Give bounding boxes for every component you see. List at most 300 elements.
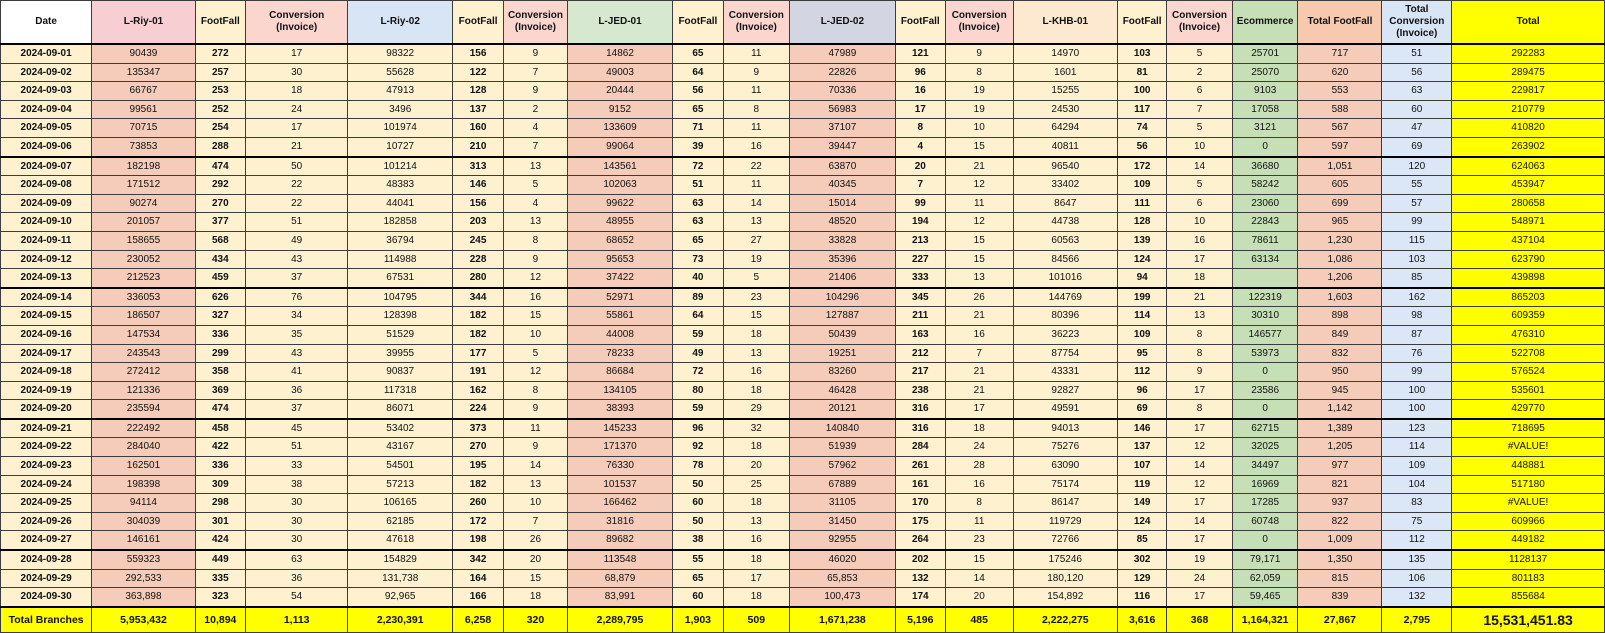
- jed01-footfall-cell[interactable]: 60: [673, 588, 723, 607]
- jed02-value-cell[interactable]: 47989: [790, 44, 896, 63]
- jed01-value-cell[interactable]: 49003: [567, 63, 673, 82]
- jed02-footfall-cell[interactable]: 16: [895, 82, 945, 101]
- riy02-footfall-cell[interactable]: 182: [452, 475, 503, 494]
- riy02-footfall-cell[interactable]: 182: [452, 307, 503, 326]
- header-cell[interactable]: FootFall: [452, 1, 503, 45]
- jed01-footfall-cell[interactable]: 63: [673, 213, 723, 232]
- jed02-footfall-cell[interactable]: 227: [895, 250, 945, 269]
- jed02-value-cell[interactable]: 51939: [790, 438, 896, 457]
- khb01-footfall-cell[interactable]: 96: [1118, 381, 1167, 400]
- total-footfall-cell[interactable]: 567: [1298, 119, 1382, 138]
- riy02-value-cell[interactable]: 182858: [348, 213, 453, 232]
- riy02-value-cell[interactable]: 101974: [348, 119, 453, 138]
- total-footfall-cell[interactable]: 1,230: [1298, 231, 1382, 250]
- jed01-footfall-cell[interactable]: 64: [673, 63, 723, 82]
- riy01-value-cell[interactable]: 212523: [92, 269, 196, 288]
- khb01-footfall-cell[interactable]: 129: [1118, 569, 1167, 588]
- riy01-value-cell[interactable]: 146161: [92, 531, 196, 550]
- header-cell[interactable]: FootFall: [673, 1, 723, 45]
- jed01-value-cell[interactable]: 38393: [567, 400, 673, 419]
- riy02-footfall-cell[interactable]: 210: [452, 137, 503, 156]
- date-cell[interactable]: 2024-09-22: [1, 438, 92, 457]
- jed02-conversion-cell[interactable]: 20: [945, 588, 1013, 607]
- jed02-value-cell[interactable]: 48520: [790, 213, 896, 232]
- total-cell[interactable]: 718695: [1452, 419, 1605, 438]
- date-cell[interactable]: 2024-09-13: [1, 269, 92, 288]
- khb01-value-cell[interactable]: 72766: [1013, 531, 1118, 550]
- riy01-conversion-cell[interactable]: 21: [245, 137, 347, 156]
- date-cell[interactable]: 2024-09-20: [1, 400, 92, 419]
- jed01-conversion-cell[interactable]: 18: [723, 494, 790, 513]
- date-cell[interactable]: 2024-09-01: [1, 44, 92, 63]
- jed01-conversion-cell[interactable]: 17: [723, 569, 790, 588]
- khb01-conversion-cell[interactable]: 14: [1167, 157, 1233, 176]
- khb01-conversion-cell[interactable]: 17: [1167, 588, 1233, 607]
- jed02-conversion-cell[interactable]: 13: [945, 269, 1013, 288]
- jed01-conversion-cell[interactable]: 18: [723, 550, 790, 569]
- khb01-footfall-cell[interactable]: 103: [1118, 44, 1167, 63]
- riy01-footfall-cell[interactable]: 626: [195, 288, 245, 307]
- jed02-conversion-cell[interactable]: 17: [945, 400, 1013, 419]
- riy01-conversion-cell[interactable]: 36: [245, 569, 347, 588]
- totals-cell[interactable]: 320: [504, 607, 568, 633]
- jed01-value-cell[interactable]: 102063: [567, 176, 673, 195]
- riy01-value-cell[interactable]: 235594: [92, 400, 196, 419]
- jed01-footfall-cell[interactable]: 51: [673, 176, 723, 195]
- jed01-conversion-cell[interactable]: 9: [723, 63, 790, 82]
- riy02-value-cell[interactable]: 10727: [348, 137, 453, 156]
- date-cell[interactable]: 2024-09-19: [1, 381, 92, 400]
- riy01-value-cell[interactable]: 147534: [92, 325, 196, 344]
- riy01-value-cell[interactable]: 292,533: [92, 569, 196, 588]
- khb01-footfall-cell[interactable]: 146: [1118, 419, 1167, 438]
- jed01-conversion-cell[interactable]: 11: [723, 44, 790, 63]
- riy01-conversion-cell[interactable]: 49: [245, 231, 347, 250]
- riy02-value-cell[interactable]: 36794: [348, 231, 453, 250]
- total-conversion-cell[interactable]: 76: [1382, 344, 1452, 363]
- total-conversion-cell[interactable]: 135: [1382, 550, 1452, 569]
- riy01-footfall-cell[interactable]: 335: [195, 569, 245, 588]
- riy02-value-cell[interactable]: 104795: [348, 288, 453, 307]
- riy02-conversion-cell[interactable]: 8: [504, 231, 568, 250]
- riy01-value-cell[interactable]: 336053: [92, 288, 196, 307]
- jed01-conversion-cell[interactable]: 18: [723, 588, 790, 607]
- jed02-footfall-cell[interactable]: 8: [895, 119, 945, 138]
- riy02-value-cell[interactable]: 39955: [348, 344, 453, 363]
- total-footfall-cell[interactable]: 597: [1298, 137, 1382, 156]
- jed02-conversion-cell[interactable]: 21: [945, 363, 1013, 382]
- jed02-conversion-cell[interactable]: 28: [945, 457, 1013, 476]
- riy02-conversion-cell[interactable]: 16: [504, 288, 568, 307]
- jed01-value-cell[interactable]: 48955: [567, 213, 673, 232]
- jed01-footfall-cell[interactable]: 40: [673, 269, 723, 288]
- total-footfall-cell[interactable]: 1,603: [1298, 288, 1382, 307]
- khb01-value-cell[interactable]: 75276: [1013, 438, 1118, 457]
- jed01-footfall-cell[interactable]: 89: [673, 288, 723, 307]
- khb01-conversion-cell[interactable]: 5: [1167, 44, 1233, 63]
- jed01-footfall-cell[interactable]: 49: [673, 344, 723, 363]
- jed02-footfall-cell[interactable]: 345: [895, 288, 945, 307]
- jed02-footfall-cell[interactable]: 121: [895, 44, 945, 63]
- totals-cell[interactable]: 2,230,391: [348, 607, 453, 633]
- jed01-footfall-cell[interactable]: 65: [673, 231, 723, 250]
- khb01-conversion-cell[interactable]: 2: [1167, 63, 1233, 82]
- jed02-conversion-cell[interactable]: 11: [945, 512, 1013, 531]
- jed02-value-cell[interactable]: 46428: [790, 381, 896, 400]
- riy01-conversion-cell[interactable]: 34: [245, 307, 347, 326]
- riy02-footfall-cell[interactable]: 166: [452, 588, 503, 607]
- khb01-value-cell[interactable]: 33402: [1013, 176, 1118, 195]
- riy02-conversion-cell[interactable]: 15: [504, 569, 568, 588]
- khb01-conversion-cell[interactable]: 8: [1167, 325, 1233, 344]
- total-cell[interactable]: 576524: [1452, 363, 1605, 382]
- riy02-conversion-cell[interactable]: 7: [504, 512, 568, 531]
- riy01-footfall-cell[interactable]: 253: [195, 82, 245, 101]
- total-conversion-cell[interactable]: 57: [1382, 194, 1452, 213]
- riy02-footfall-cell[interactable]: 245: [452, 231, 503, 250]
- riy01-footfall-cell[interactable]: 568: [195, 231, 245, 250]
- totals-cell[interactable]: 5,196: [895, 607, 945, 633]
- jed02-footfall-cell[interactable]: 316: [895, 400, 945, 419]
- totals-cell[interactable]: 27,867: [1298, 607, 1382, 633]
- riy02-footfall-cell[interactable]: 228: [452, 250, 503, 269]
- date-cell[interactable]: 2024-09-16: [1, 325, 92, 344]
- riy02-conversion-cell[interactable]: 13: [504, 213, 568, 232]
- total-footfall-cell[interactable]: 553: [1298, 82, 1382, 101]
- riy01-conversion-cell[interactable]: 17: [245, 119, 347, 138]
- khb01-value-cell[interactable]: 96540: [1013, 157, 1118, 176]
- total-conversion-cell[interactable]: 99: [1382, 363, 1452, 382]
- riy02-conversion-cell[interactable]: 5: [504, 176, 568, 195]
- jed02-value-cell[interactable]: 63870: [790, 157, 896, 176]
- jed02-value-cell[interactable]: 15014: [790, 194, 896, 213]
- header-cell[interactable]: L-Riy-01: [92, 1, 196, 45]
- khb01-footfall-cell[interactable]: 95: [1118, 344, 1167, 363]
- total-conversion-cell[interactable]: 55: [1382, 176, 1452, 195]
- khb01-value-cell[interactable]: 60563: [1013, 231, 1118, 250]
- total-cell[interactable]: 449182: [1452, 531, 1605, 550]
- jed01-conversion-cell[interactable]: 29: [723, 400, 790, 419]
- total-footfall-cell[interactable]: 1,205: [1298, 438, 1382, 457]
- riy02-footfall-cell[interactable]: 195: [452, 457, 503, 476]
- jed02-conversion-cell[interactable]: 26: [945, 288, 1013, 307]
- riy02-footfall-cell[interactable]: 280: [452, 269, 503, 288]
- jed01-footfall-cell[interactable]: 65: [673, 100, 723, 119]
- header-cell[interactable]: FootFall: [195, 1, 245, 45]
- jed02-value-cell[interactable]: 92955: [790, 531, 896, 550]
- total-conversion-cell[interactable]: 47: [1382, 119, 1452, 138]
- khb01-conversion-cell[interactable]: 8: [1167, 400, 1233, 419]
- jed01-value-cell[interactable]: 101537: [567, 475, 673, 494]
- riy02-conversion-cell[interactable]: 9: [504, 438, 568, 457]
- riy02-conversion-cell[interactable]: 9: [504, 400, 568, 419]
- total-cell[interactable]: 210779: [1452, 100, 1605, 119]
- jed02-conversion-cell[interactable]: 21: [945, 157, 1013, 176]
- header-cell[interactable]: Conversion (Invoice): [245, 1, 347, 45]
- riy02-conversion-cell[interactable]: 18: [504, 588, 568, 607]
- jed02-value-cell[interactable]: 50439: [790, 325, 896, 344]
- jed01-conversion-cell[interactable]: 13: [723, 213, 790, 232]
- jed02-conversion-cell[interactable]: 11: [945, 194, 1013, 213]
- riy01-conversion-cell[interactable]: 36: [245, 381, 347, 400]
- jed02-conversion-cell[interactable]: 10: [945, 119, 1013, 138]
- riy01-footfall-cell[interactable]: 336: [195, 325, 245, 344]
- riy02-footfall-cell[interactable]: 224: [452, 400, 503, 419]
- total-conversion-cell[interactable]: 75: [1382, 512, 1452, 531]
- totals-cell[interactable]: 10,894: [195, 607, 245, 633]
- riy01-value-cell[interactable]: 243543: [92, 344, 196, 363]
- khb01-footfall-cell[interactable]: 128: [1118, 213, 1167, 232]
- total-cell[interactable]: 609966: [1452, 512, 1605, 531]
- total-footfall-cell[interactable]: 1,009: [1298, 531, 1382, 550]
- riy01-conversion-cell[interactable]: 45: [245, 419, 347, 438]
- riy01-conversion-cell[interactable]: 38: [245, 475, 347, 494]
- riy01-footfall-cell[interactable]: 449: [195, 550, 245, 569]
- jed02-value-cell[interactable]: 35396: [790, 250, 896, 269]
- jed02-conversion-cell[interactable]: 23: [945, 531, 1013, 550]
- date-cell[interactable]: 2024-09-27: [1, 531, 92, 550]
- date-cell[interactable]: 2024-09-12: [1, 250, 92, 269]
- total-cell[interactable]: 801183: [1452, 569, 1605, 588]
- date-cell[interactable]: 2024-09-21: [1, 419, 92, 438]
- riy01-footfall-cell[interactable]: 369: [195, 381, 245, 400]
- jed01-value-cell[interactable]: 76330: [567, 457, 673, 476]
- riy02-conversion-cell[interactable]: 2: [504, 100, 568, 119]
- totals-cell[interactable]: 1,164,321: [1232, 607, 1298, 633]
- totals-cell[interactable]: 509: [723, 607, 790, 633]
- riy02-conversion-cell[interactable]: 15: [504, 307, 568, 326]
- total-conversion-cell[interactable]: 106: [1382, 569, 1452, 588]
- khb01-footfall-cell[interactable]: 139: [1118, 231, 1167, 250]
- khb01-conversion-cell[interactable]: 12: [1167, 475, 1233, 494]
- jed02-footfall-cell[interactable]: 284: [895, 438, 945, 457]
- riy02-conversion-cell[interactable]: 14: [504, 457, 568, 476]
- khb01-value-cell[interactable]: 1601: [1013, 63, 1118, 82]
- ecommerce-cell[interactable]: 59,465: [1232, 588, 1298, 607]
- jed02-footfall-cell[interactable]: 132: [895, 569, 945, 588]
- jed01-conversion-cell[interactable]: 19: [723, 250, 790, 269]
- total-conversion-cell[interactable]: 123: [1382, 419, 1452, 438]
- jed02-value-cell[interactable]: 31105: [790, 494, 896, 513]
- khb01-conversion-cell[interactable]: 7: [1167, 100, 1233, 119]
- jed01-footfall-cell[interactable]: 39: [673, 137, 723, 156]
- riy01-footfall-cell[interactable]: 298: [195, 494, 245, 513]
- khb01-footfall-cell[interactable]: 119: [1118, 475, 1167, 494]
- riy02-footfall-cell[interactable]: 191: [452, 363, 503, 382]
- total-footfall-cell[interactable]: 620: [1298, 63, 1382, 82]
- riy02-footfall-cell[interactable]: 156: [452, 44, 503, 63]
- riy02-conversion-cell[interactable]: 4: [504, 119, 568, 138]
- total-conversion-cell[interactable]: 120: [1382, 157, 1452, 176]
- totals-cell[interactable]: 2,222,275: [1013, 607, 1118, 633]
- total-footfall-cell[interactable]: 950: [1298, 363, 1382, 382]
- jed02-footfall-cell[interactable]: 170: [895, 494, 945, 513]
- riy01-conversion-cell[interactable]: 18: [245, 82, 347, 101]
- jed01-conversion-cell[interactable]: 32: [723, 419, 790, 438]
- jed02-conversion-cell[interactable]: 16: [945, 475, 1013, 494]
- riy01-footfall-cell[interactable]: 327: [195, 307, 245, 326]
- riy01-conversion-cell[interactable]: 51: [245, 438, 347, 457]
- riy01-conversion-cell[interactable]: 37: [245, 269, 347, 288]
- date-cell[interactable]: 2024-09-14: [1, 288, 92, 307]
- total-cell[interactable]: #VALUE!: [1452, 438, 1605, 457]
- total-cell[interactable]: 522708: [1452, 344, 1605, 363]
- jed02-footfall-cell[interactable]: 213: [895, 231, 945, 250]
- khb01-conversion-cell[interactable]: 17: [1167, 419, 1233, 438]
- jed02-conversion-cell[interactable]: 18: [945, 419, 1013, 438]
- riy01-value-cell[interactable]: 230052: [92, 250, 196, 269]
- khb01-footfall-cell[interactable]: 116: [1118, 588, 1167, 607]
- total-cell[interactable]: 229817: [1452, 82, 1605, 101]
- riy01-value-cell[interactable]: 158655: [92, 231, 196, 250]
- jed02-value-cell[interactable]: 83260: [790, 363, 896, 382]
- riy02-conversion-cell[interactable]: 5: [504, 344, 568, 363]
- total-cell[interactable]: 855684: [1452, 588, 1605, 607]
- khb01-value-cell[interactable]: 8647: [1013, 194, 1118, 213]
- total-cell[interactable]: 609359: [1452, 307, 1605, 326]
- jed01-conversion-cell[interactable]: 16: [723, 363, 790, 382]
- jed01-footfall-cell[interactable]: 72: [673, 363, 723, 382]
- jed01-footfall-cell[interactable]: 71: [673, 119, 723, 138]
- ecommerce-cell[interactable]: 0: [1232, 137, 1298, 156]
- jed01-footfall-cell[interactable]: 38: [673, 531, 723, 550]
- jed02-value-cell[interactable]: 19251: [790, 344, 896, 363]
- jed02-value-cell[interactable]: 20121: [790, 400, 896, 419]
- jed02-conversion-cell[interactable]: 8: [945, 63, 1013, 82]
- khb01-conversion-cell[interactable]: 18: [1167, 269, 1233, 288]
- total-conversion-cell[interactable]: 87: [1382, 325, 1452, 344]
- total-conversion-cell[interactable]: 162: [1382, 288, 1452, 307]
- khb01-footfall-cell[interactable]: 69: [1118, 400, 1167, 419]
- khb01-footfall-cell[interactable]: 302: [1118, 550, 1167, 569]
- jed01-value-cell[interactable]: 52971: [567, 288, 673, 307]
- khb01-conversion-cell[interactable]: 17: [1167, 531, 1233, 550]
- khb01-value-cell[interactable]: 43331: [1013, 363, 1118, 382]
- riy01-footfall-cell[interactable]: 301: [195, 512, 245, 531]
- riy01-value-cell[interactable]: 162501: [92, 457, 196, 476]
- riy02-conversion-cell[interactable]: 20: [504, 550, 568, 569]
- jed02-footfall-cell[interactable]: 99: [895, 194, 945, 213]
- khb01-value-cell[interactable]: 94013: [1013, 419, 1118, 438]
- jed01-footfall-cell[interactable]: 59: [673, 400, 723, 419]
- jed02-conversion-cell[interactable]: 9: [945, 44, 1013, 63]
- khb01-value-cell[interactable]: 180,120: [1013, 569, 1118, 588]
- date-cell[interactable]: 2024-09-30: [1, 588, 92, 607]
- jed01-value-cell[interactable]: 37422: [567, 269, 673, 288]
- khb01-conversion-cell[interactable]: 17: [1167, 250, 1233, 269]
- khb01-value-cell[interactable]: 49591: [1013, 400, 1118, 419]
- date-cell[interactable]: 2024-09-11: [1, 231, 92, 250]
- riy01-value-cell[interactable]: 70715: [92, 119, 196, 138]
- riy01-conversion-cell[interactable]: 33: [245, 457, 347, 476]
- grand-total-cell[interactable]: 15,531,451.83: [1452, 607, 1605, 633]
- jed02-value-cell[interactable]: 57962: [790, 457, 896, 476]
- jed02-value-cell[interactable]: 37107: [790, 119, 896, 138]
- riy02-footfall-cell[interactable]: 313: [452, 157, 503, 176]
- khb01-conversion-cell[interactable]: 13: [1167, 307, 1233, 326]
- riy02-conversion-cell[interactable]: 10: [504, 325, 568, 344]
- khb01-conversion-cell[interactable]: 16: [1167, 231, 1233, 250]
- riy02-footfall-cell[interactable]: 260: [452, 494, 503, 513]
- jed01-conversion-cell[interactable]: 5: [723, 269, 790, 288]
- jed02-conversion-cell[interactable]: 15: [945, 250, 1013, 269]
- ecommerce-cell[interactable]: 17285: [1232, 494, 1298, 513]
- jed02-conversion-cell[interactable]: 12: [945, 213, 1013, 232]
- jed01-footfall-cell[interactable]: 78: [673, 457, 723, 476]
- total-footfall-cell[interactable]: 898: [1298, 307, 1382, 326]
- jed01-value-cell[interactable]: 78233: [567, 344, 673, 363]
- riy02-value-cell[interactable]: 106165: [348, 494, 453, 513]
- khb01-footfall-cell[interactable]: 74: [1118, 119, 1167, 138]
- total-conversion-cell[interactable]: 132: [1382, 588, 1452, 607]
- riy01-footfall-cell[interactable]: 434: [195, 250, 245, 269]
- jed02-footfall-cell[interactable]: 174: [895, 588, 945, 607]
- total-conversion-cell[interactable]: 51: [1382, 44, 1452, 63]
- jed01-footfall-cell[interactable]: 60: [673, 494, 723, 513]
- date-cell[interactable]: 2024-09-24: [1, 475, 92, 494]
- jed02-value-cell[interactable]: 104296: [790, 288, 896, 307]
- khb01-value-cell[interactable]: 154,892: [1013, 588, 1118, 607]
- khb01-footfall-cell[interactable]: 149: [1118, 494, 1167, 513]
- riy02-conversion-cell[interactable]: 11: [504, 419, 568, 438]
- total-conversion-cell[interactable]: 83: [1382, 494, 1452, 513]
- jed02-footfall-cell[interactable]: 17: [895, 100, 945, 119]
- riy02-value-cell[interactable]: 67531: [348, 269, 453, 288]
- khb01-conversion-cell[interactable]: 24: [1167, 569, 1233, 588]
- total-footfall-cell[interactable]: 839: [1298, 588, 1382, 607]
- riy02-value-cell[interactable]: 55628: [348, 63, 453, 82]
- riy02-value-cell[interactable]: 57213: [348, 475, 453, 494]
- riy01-value-cell[interactable]: 66767: [92, 82, 196, 101]
- riy02-value-cell[interactable]: 54501: [348, 457, 453, 476]
- riy01-footfall-cell[interactable]: 292: [195, 176, 245, 195]
- khb01-footfall-cell[interactable]: 56: [1118, 137, 1167, 156]
- riy01-footfall-cell[interactable]: 422: [195, 438, 245, 457]
- jed01-value-cell[interactable]: 99622: [567, 194, 673, 213]
- jed02-footfall-cell[interactable]: 333: [895, 269, 945, 288]
- jed02-footfall-cell[interactable]: 316: [895, 419, 945, 438]
- date-cell[interactable]: 2024-09-29: [1, 569, 92, 588]
- riy01-value-cell[interactable]: 201057: [92, 213, 196, 232]
- jed02-conversion-cell[interactable]: 16: [945, 325, 1013, 344]
- jed02-value-cell[interactable]: 140840: [790, 419, 896, 438]
- riy02-conversion-cell[interactable]: 7: [504, 63, 568, 82]
- riy02-footfall-cell[interactable]: 156: [452, 194, 503, 213]
- riy02-conversion-cell[interactable]: 4: [504, 194, 568, 213]
- jed01-value-cell[interactable]: 99064: [567, 137, 673, 156]
- date-cell[interactable]: 2024-09-10: [1, 213, 92, 232]
- totals-cell[interactable]: 3,616: [1118, 607, 1167, 633]
- jed02-conversion-cell[interactable]: 14: [945, 569, 1013, 588]
- jed01-value-cell[interactable]: 171370: [567, 438, 673, 457]
- header-cell[interactable]: Conversion (Invoice): [945, 1, 1013, 45]
- jed01-value-cell[interactable]: 14862: [567, 44, 673, 63]
- total-cell[interactable]: 410820: [1452, 119, 1605, 138]
- jed01-value-cell[interactable]: 44008: [567, 325, 673, 344]
- riy02-footfall-cell[interactable]: 342: [452, 550, 503, 569]
- ecommerce-cell[interactable]: 0: [1232, 400, 1298, 419]
- riy01-value-cell[interactable]: 304039: [92, 512, 196, 531]
- riy02-conversion-cell[interactable]: 13: [504, 157, 568, 176]
- jed02-value-cell[interactable]: 22826: [790, 63, 896, 82]
- total-footfall-cell[interactable]: 1,086: [1298, 250, 1382, 269]
- khb01-value-cell[interactable]: 87754: [1013, 344, 1118, 363]
- jed02-value-cell[interactable]: 31450: [790, 512, 896, 531]
- total-footfall-cell[interactable]: 945: [1298, 381, 1382, 400]
- riy01-conversion-cell[interactable]: 37: [245, 400, 347, 419]
- jed01-footfall-cell[interactable]: 92: [673, 438, 723, 457]
- riy01-conversion-cell[interactable]: 30: [245, 531, 347, 550]
